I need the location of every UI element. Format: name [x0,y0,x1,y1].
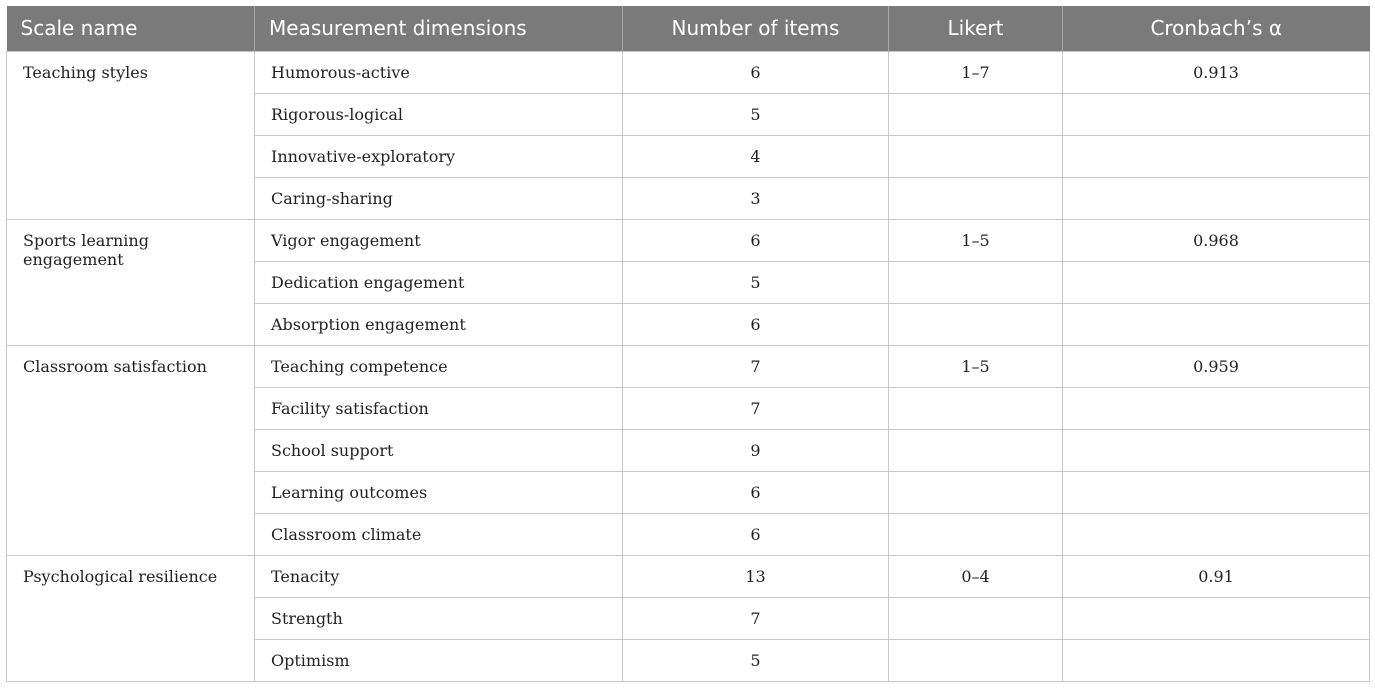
table-row [7,51,1370,93]
alpha-cell: 0.959 [1063,345,1370,387]
dimension-cell: Strength [255,597,623,639]
scale-name-cell: Classroom satisfaction [7,345,255,555]
dimension-cell: Absorption engagement [255,303,623,345]
table-row [7,345,1370,387]
likert-cell [889,513,1063,555]
likert-cell [889,387,1063,429]
dimension-cell: Teaching competence [255,345,623,387]
alpha-cell [1063,639,1370,681]
header-scale-name: Scale name [7,6,255,51]
items-cell: 6 [623,303,889,345]
likert-cell: 1–5 [889,345,1063,387]
items-cell: 7 [623,387,889,429]
likert-cell [889,261,1063,303]
alpha-cell [1063,597,1370,639]
alpha-cell: 0.968 [1063,219,1370,261]
header-number-of-items: Number of items [623,6,889,51]
likert-cell [889,303,1063,345]
alpha-cell [1063,93,1370,135]
header-cronbachs-alpha: Cronbach’s α [1150,16,1283,41]
dimension-cell: Caring-sharing [255,177,623,219]
dimension-cell: Dedication engagement [255,261,623,303]
scale-name-cell: Teaching styles [7,51,255,219]
likert-cell [889,429,1063,471]
header-measurement-dimensions: Measurement dimensions [255,6,623,51]
alpha-cell [1063,387,1370,429]
dimension-cell: Optimism [255,639,623,681]
items-cell: 6 [623,513,889,555]
dimension-cell: Learning outcomes [255,471,623,513]
likert-cell [889,639,1063,681]
items-cell: 6 [623,471,889,513]
alpha-cell [1063,261,1370,303]
alpha-cell [1063,513,1370,555]
table-header [7,6,1370,51]
header-likert: Likert [889,6,1063,51]
alpha-cell [1063,429,1370,471]
alpha-cell [1063,303,1370,345]
items-cell: 9 [623,429,889,471]
items-cell: 5 [623,261,889,303]
likert-cell [889,135,1063,177]
dimension-cell: School support [255,429,623,471]
dimension-cell: Innovative-exploratory [255,135,623,177]
likert-cell: 1–7 [889,51,1063,93]
items-cell: 6 [623,219,889,261]
dimension-cell: Facility satisfaction [255,387,623,429]
dimension-cell: Tenacity [255,555,623,597]
items-cell: 13 [623,555,889,597]
items-cell: 5 [623,93,889,135]
scale-table [6,6,1370,682]
likert-cell [889,93,1063,135]
dimension-cell: Classroom climate [255,513,623,555]
items-cell: 4 [623,135,889,177]
items-cell: 7 [623,345,889,387]
likert-cell [889,177,1063,219]
scale-name-cell: Psychological resilience [7,555,255,681]
scale-name-cell: Sports learning engagement [7,219,255,345]
table-row [7,219,1370,261]
items-cell: 5 [623,639,889,681]
header-row [7,6,1370,51]
likert-cell [889,597,1063,639]
items-cell: 7 [623,597,889,639]
likert-cell [889,471,1063,513]
alpha-cell [1063,177,1370,219]
dimension-cell: Vigor engagement [255,219,623,261]
likert-cell: 1–5 [889,219,1063,261]
dimension-cell: Rigorous-logical [255,93,623,135]
items-cell: 3 [623,177,889,219]
alpha-cell [1063,135,1370,177]
dimension-cell: Humorous-active [255,51,623,93]
alpha-cell [1063,471,1370,513]
items-cell: 6 [623,51,889,93]
alpha-cell: 0.913 [1063,51,1370,93]
alpha-cell: 0.91 [1063,555,1370,597]
likert-cell: 0–4 [889,555,1063,597]
table-body [7,51,1370,681]
table-row [7,555,1370,597]
